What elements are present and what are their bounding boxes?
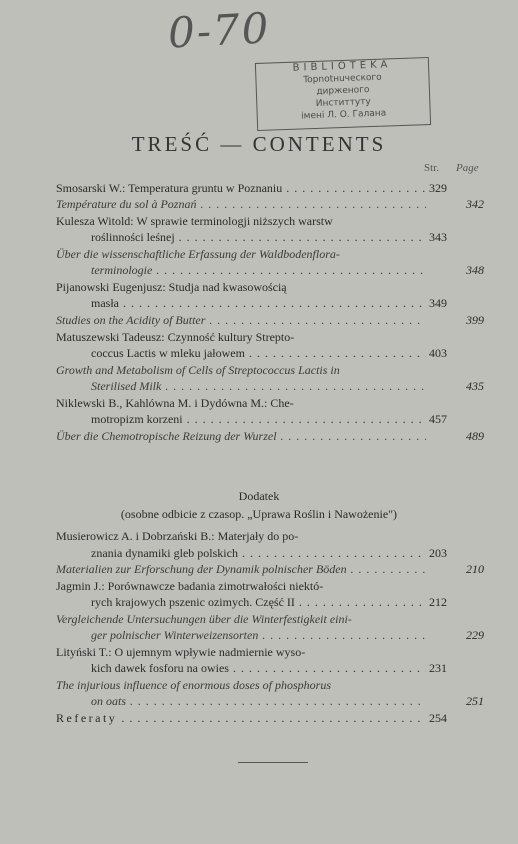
toc-line: Referaty . . (56, 710, 426, 727)
page-number: 254 (429, 711, 447, 725)
page-number: 203 (429, 546, 447, 560)
column-header-page: Page (456, 162, 479, 174)
toc-line: Niklewski B., Kahlówna M. i Dydówna M.: Che- (56, 396, 294, 410)
toc-line: znania dynamiki gleb polskich . . (91, 545, 426, 562)
page-number: 343 (429, 230, 447, 244)
handwritten-mark: 0-70 (166, 3, 272, 58)
stamp-line: Topnotнuческого (303, 72, 382, 86)
page-number: 489 (466, 429, 484, 443)
page-title: TREŚĆ — CONTENTS (131, 132, 387, 156)
page-number: 342 (466, 197, 484, 211)
appendix-title: Dodatek (238, 489, 280, 503)
toc-line: Kulesza Witold: W sprawie terminologji niższych warstw (56, 214, 333, 228)
stamp-line: імені Л. О. Галана (301, 108, 387, 122)
toc-line: Über die Chemotropische Reizung der Wurzel . . (56, 428, 426, 445)
stamp-line: дирженого (316, 85, 370, 97)
toc-line: Lityński T.: O ujemnym wpływie nadmiernie wyso- (56, 645, 306, 659)
page-number: 349 (429, 296, 447, 310)
toc-line: masła . . (91, 295, 426, 312)
toc-line: Sterilised Milk . . (91, 378, 426, 395)
page-number: 435 (466, 379, 484, 393)
page-number: 403 (429, 346, 447, 360)
toc-line: Smosarski W.: Temperatura gruntu w Poznaniu . . (56, 180, 426, 197)
page-number: 212 (429, 595, 447, 609)
toc-line: Studies on the Acidity of Butter . . (56, 312, 426, 329)
page-number: 457 (429, 412, 447, 426)
divider-rule (238, 762, 308, 763)
toc-line: terminologie . . (91, 262, 426, 279)
page-number: 229 (466, 628, 484, 642)
toc-line: kich dawek fosforu na owies . . (91, 660, 426, 677)
toc-line: The injurious influence of enormous doses of phosphorus (56, 678, 331, 692)
page-number: 399 (466, 313, 484, 327)
page-number: 210 (466, 562, 484, 576)
toc-line: Température du sol à Poznań . . (56, 196, 426, 213)
toc-line: Materialien zur Erforschung der Dynamik polnischer Böden . . (56, 561, 426, 578)
toc-line: coccus Lactis w mleku jałowem . . (91, 345, 426, 362)
page-number: 329 (429, 181, 447, 195)
toc-line: Musierowicz A. i Dobrzański B.: Materjały do po- (56, 529, 299, 543)
toc-line: Jagmin J.: Porównawcze badania zimotrwałości niektó- (56, 579, 324, 593)
stamp-line: Инститтуту (315, 97, 371, 109)
toc-line: Pijanowski Eugenjusz: Studja nad kwasowością (56, 280, 287, 294)
page-number: 231 (429, 661, 447, 675)
library-stamp (255, 57, 431, 131)
toc-line: Über die wissenschaftliche Erfassung der Waldbodenflora- (56, 247, 340, 261)
appendix-subtitle: (osobne odbicie z czasop. „Uprawa Roślin i Nawożenie") (120, 507, 398, 521)
toc-line: ger polnischer Winterweizensorten . . (91, 627, 426, 644)
toc-line: Growth and Metabolism of Cells of Streptococcus Lactis in (56, 363, 340, 377)
toc-line: Matuszewski Tadeusz: Czynność kultury Strepto- (56, 330, 295, 344)
stamp-line: BIBLIOTEKA (292, 59, 392, 74)
toc-line: on oats . . (91, 693, 426, 710)
page-number: 251 (466, 694, 484, 708)
toc-line: rych krajowych pszenic ozimych. Część II . . (91, 594, 426, 611)
toc-line: roślinności leśnej . . (91, 229, 426, 246)
toc-line: Vergleichende Untersuchungen über die Winterfestigkeit eini- (56, 612, 352, 626)
column-header-str: Str. (424, 162, 439, 174)
toc-line: motropizm korzeni . . (91, 411, 426, 428)
page-number: 348 (466, 263, 484, 277)
